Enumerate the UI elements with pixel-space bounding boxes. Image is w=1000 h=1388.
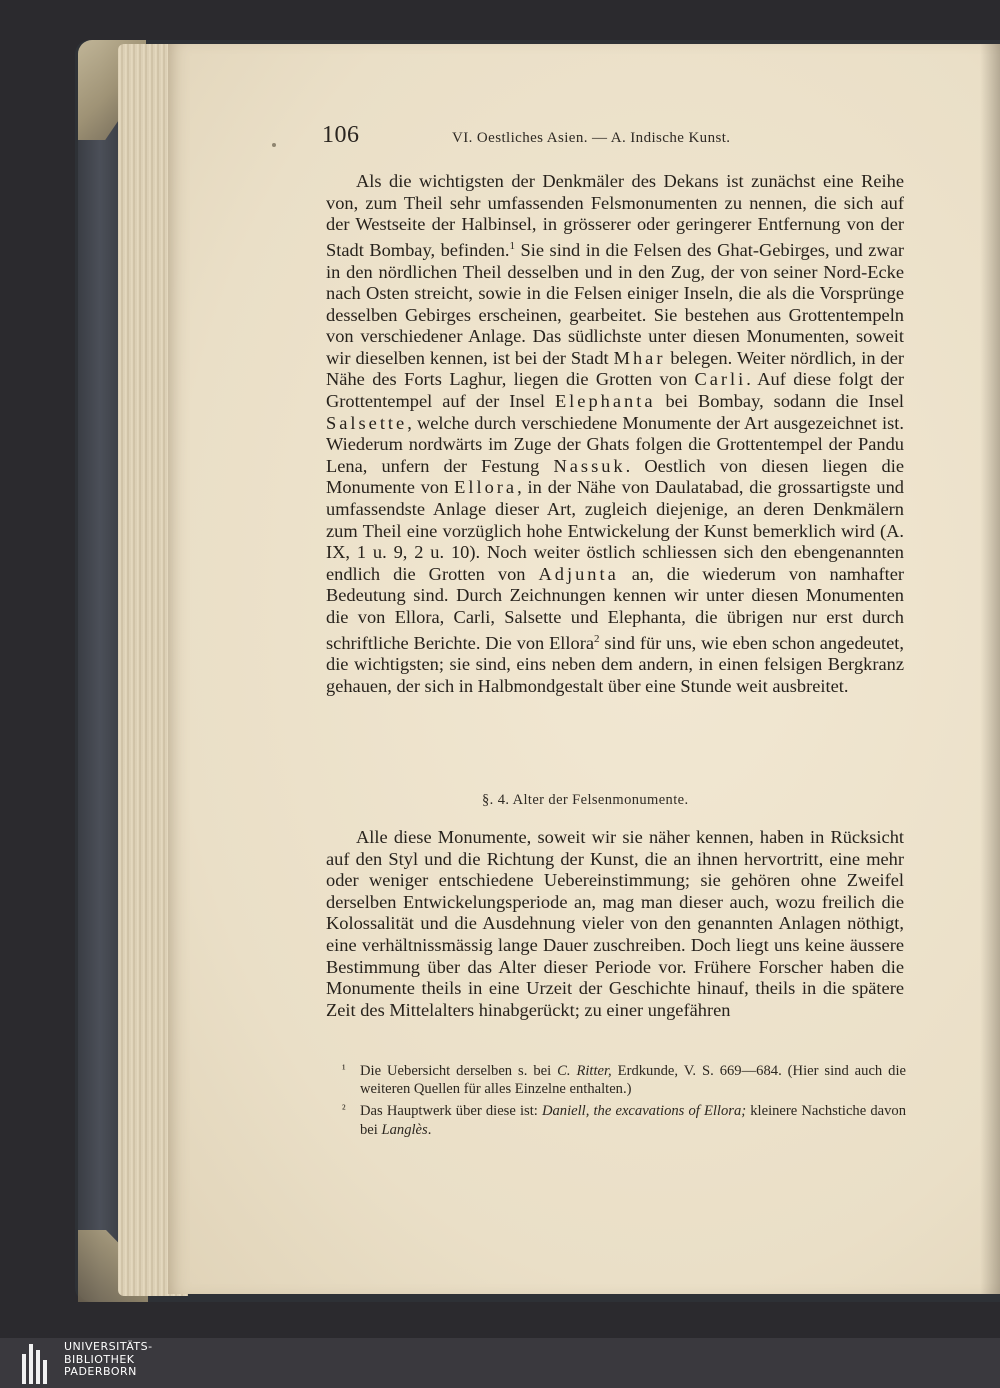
place-salsette: Salsette [326,412,408,433]
footnote-text: kleinere Nachstiche davon bei [360,1103,907,1138]
text-span: , welche durch verschiedene Monumente der Art ausgezeichnet ist. Wiederum nordwärts im Zuge der Ghats folgen die Grottentempel der Pandu Lena, unfern der Festung [326,412,904,476]
library-name-line: BIBLIOTHEK [64,1352,135,1366]
paragraph-1 [326,171,904,698]
footnote-text: Erdkunde, V. S. 669—684. (Hier sind auch die weiteren Quellen für alles Einzelne enthalten.) [360,1063,907,1098]
place-elephanta: Elephanta [554,391,656,412]
text-span: belegen. Weiter nördlich, in der Nähe des Forts Laghur, liegen die Grotten von [326,347,904,390]
paragraph-2-text: Alle diese Monumente, soweit wir sie näher kennen, haben in Rücksicht auf den Styl und die Richtung der Kunst, die an ihnen hervortritt, eine mehr oder weniger entschiedene Uebereinstimmung; sie gehören ohne Zweifel derselben Entwickelungsperiode an, mag man dieser auch, wozu freilich die Kolossalität und die Ausdehnung vieler von den genannten Anlagen nöthigt, eine verhältnissmässig lange Dauer zuschreiben. Doch liegt uns keine äussere Bestimmung über das Alter dieser Periode vor. Frühere Forscher haben die Monumente theils in eine Urzeit der Geschichte hinauf, theils in die spätere Zeit des Mittelalters hinabgerückt; zu einer ungefähren [326,827,904,1020]
footnote-author: Langlès [381,1121,428,1138]
text-span: , in der Nähe von Daulatabad, die grossartigste und umfassendste Anlage dieser Art, zugleich diejenige, an deren Denkmälern zum Theil eine vorzüglich hohe Entwickelung der Kunst bemerklich wird (A. IX, 1 u. 9, 2 u. 10). Noch weiter östlich schliessen sich den ebengenannten endlich die Grotten von [326,477,904,584]
footnote-text: Das Hauptwerk über diese ist: [360,1103,542,1120]
library-name [64,1341,153,1379]
place-adjunta: Adjunta [538,563,619,584]
place-nassuk: Nassuk [553,455,626,476]
text-span: . Oestlich von diesen liegen die Monumente von [326,455,904,498]
footnotes [342,1062,906,1143]
library-name-line: PADERBORN [64,1365,137,1378]
footnote-mark: ² [342,1102,346,1117]
library-logo-icon [22,1342,52,1384]
place-carli: Carli [694,369,747,390]
page-edge-shadow [980,44,1000,1294]
place-mhar: Mhar [613,347,666,368]
footnote-text: Die Uebersicht derselben s. bei [360,1063,558,1079]
text-span: Sie sind in die Felsen des Ghat-Gebirges, und zwar in den nördlichen Theil desselben und in den Zug, der von seiner Nord-Ecke nach Osten streicht, sowie in die Felsen einiger Inseln, die als die Vorsprünge desselben Gebirges erscheinen, gearbeitet. Sie bestehen aus Grottentempeln von verschiedener Anlage. Das südlichste unter diesen Monumenten, soweit wir dieselben kennen, ist bei der Stadt [326,239,904,368]
running-head: VI. Oestliches Asien. — A. Indische Kunst. [452,130,731,146]
footnote-mark: ¹ [342,1062,346,1076]
text-span: . Auf diese folgt der Grottentempel auf der Insel [326,369,905,412]
section-heading: §. 4. Alter der Felsenmonumente. [482,792,689,808]
footnote-ref-1: 1 [509,239,516,252]
library-name-line: UNIVERSITÄTS- [64,1340,153,1353]
footnote-2 [342,1102,906,1138]
paragraph-2 [326,827,904,1021]
text-span: an, die wiederum von namhafter Bedeutung sind. Durch Zeichnungen kennen wir unter diesen Monumenten die von Ellora, Carli, Salsette und Elephanta, die übrigen nur erst durch schriftliche Berichte. Die von Ellora [326,563,904,653]
text-span: Als die wichtigsten der Denkmäler des Dekans ist zunächst eine Reihe von, zum Theil sehr umfassenden Felsmonumenten zu nennen, die sich auf der Westseite der Halbinsel, in grösserer oder geringerer Entfernung von der Stadt Bombay, befinden. [326,171,904,260]
footnote-1 [342,1062,906,1098]
page-number: 106 [322,122,360,148]
footnote-ref-2: 2 [594,632,600,645]
footnote-author: C. Ritter, [557,1063,612,1079]
footnote-text: . [427,1121,432,1138]
text-span: sind für uns, wie eben schon angedeutet, die wichtigsten; sie sind, eins neben dem andern, in einen felsigen Bergkranz gehauen, der sich in Halbmondgestalt über eine Stunde weit ausbreitet. [326,632,904,696]
text-span: bei Bombay, sodann die Insel [655,391,905,412]
header-dot [272,143,276,147]
footnote-title: Daniell, the excavations of Ellora; [541,1103,747,1120]
place-ellora: Ellora [454,477,518,498]
